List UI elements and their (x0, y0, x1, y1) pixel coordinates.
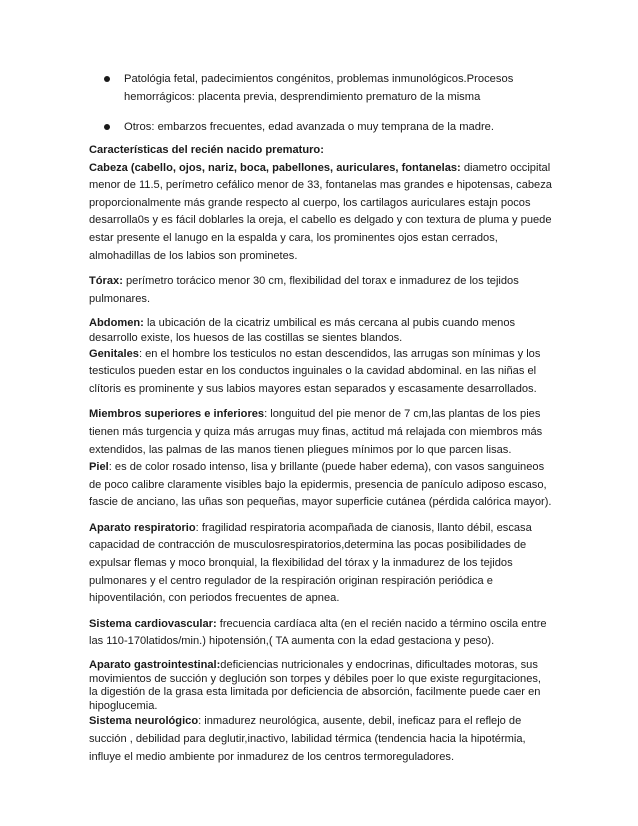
section-heading: Características del recién nacido prematuro: (89, 144, 324, 156)
section-miembros (89, 406, 552, 459)
list-item (90, 118, 560, 136)
gastrointestinal-text: deficiencias nutricionales y endocrinas, dificultades motoras, sus movimientos de succión y deglución son torpes y débiles poer lo que existe regurgitaciones, la digestión de la grasa esta limitada por deficiencia de absorción, facilmente puede caer en hipoglucemia. (89, 659, 542, 712)
respiratorio-title: Aparato respiratorio (89, 521, 196, 534)
piel-text: : es de color rosado intenso, lisa y brillante (puede haber edema), con vasos sanguineos de poco calibre claramente visibles bajo la epidermis, presencia de panículo adiposo escaso, fascie de anciano, las uñas son pequeñas, mayor superficie cutánea (pérdida calórica mayor). (89, 461, 552, 509)
list-item-text: Patológia fetal, padecimientos congénitos, problemas inmunológicos.Procesos hemorrágicos: placenta previa, desprendimiento prematuro de la misma (124, 73, 514, 103)
abdomen-title: Abdomen: (89, 317, 144, 330)
cabeza-text: diametro occipital menor de 11.5, perímetro cefálico menor de 33, fontanelas mas grandes e hipotensas, cabeza proporcionalmente más grande respecto al cuerpo, los cartilagos auriculares estajn pocos desarrolla0s y es fácil doblarles la oreja, el cabello es delgado y con textura de pluma y puede estar presente el lanugo en la espalda y cara, los prominentes ojos estan cerrados, almohadillas de los labios son prominetes. (89, 161, 552, 262)
miembros-text: : longuitud del pie menor de 7 cm,las plantas de los pies tienen más turgencia y quiza más arrugas muy finas, actitud má relajada con miembros más extendidos, las palmas de las manos tienen pliegues mínimos por lo que parcen lisas. (89, 408, 543, 456)
bullet-icon (104, 76, 110, 82)
gastrointestinal-title: Aparato gastrointestinal: (89, 659, 221, 672)
section-gastrointestinal (89, 659, 552, 713)
section-torax (89, 273, 552, 308)
section-genitales (89, 346, 552, 399)
torax-text: perímetro torácico menor 30 cm, flexibilidad del torax e inmadurez de los tejidos pulmonares. (89, 275, 519, 305)
abdomen-text: la ubicación de la cicatriz umbilical es más cercana al pubis cuando menos desarrollo existe, los huesos de las costillas se sientes blandos. (89, 317, 516, 344)
section-cabeza (89, 142, 552, 265)
genitales-text: : en el hombre los testiculos no estan descendidos, las arrugas son mínimas y los testiculos pueden estar en los conductos inguinales o la cavidad abdominal. en las niñas el clítoris es prominente y sus labios mayores estan separados y escasamente desarrollados. (89, 347, 541, 395)
bullet-icon (104, 124, 110, 130)
neurologico-title: Sistema neurológico (89, 715, 199, 728)
section-abdomen (89, 316, 552, 345)
miembros-title: Miembros superiores e inferiores (89, 408, 265, 421)
risk-factor-list (90, 70, 560, 148)
document-body (89, 142, 552, 766)
genitales-title: Genitales (89, 347, 139, 360)
cardiovascular-text: frecuencia cardíaca alta (en el recién nacido a término oscila entre las 110-170latidos/min.) hipotensión,( TA aumenta con la edad gestaciona y peso). (89, 617, 547, 648)
section-neurologico (89, 713, 552, 766)
section-respiratorio (89, 520, 552, 608)
list-item (90, 70, 560, 106)
cardiovascular-title: Sistema cardiovascular: (89, 617, 217, 630)
list-item-text: Otros: embarzos frecuentes, edad avanzada o muy temprana de la madre. (124, 121, 495, 133)
cabeza-title: Cabeza (cabello, ojos, nariz, boca, pabellones, auriculares, fontanelas: (89, 161, 461, 174)
section-cardiovascular (89, 616, 552, 651)
torax-title: Tórax: (89, 275, 123, 288)
piel-title: Piel (89, 461, 109, 474)
section-piel (89, 459, 552, 512)
neurologico-text: : inmadurez neurológica, ausente, debil, ineficaz para el reflejo de succión , debilidad para deglutir,inactivo, labilidad térmica (tendencia hacia la hipotérmia, influye el medio ambiente por inmadurez de los centros termoreguladores. (89, 715, 526, 763)
respiratorio-text: : fragilidad respiratoria acompañada de cianosis, llanto débil, escasa capacidad de contracción de musculosrespiratorios,determina las pocas posibilidades de expulsar flemas y moco bronquial, la flexibilidad del tórax y la inmadurez de los tejidos pulmonares y el centro regulador de la respiración originan respiración periódica e hipoventilación, con periodos frecuentes de apnea. (89, 521, 532, 605)
